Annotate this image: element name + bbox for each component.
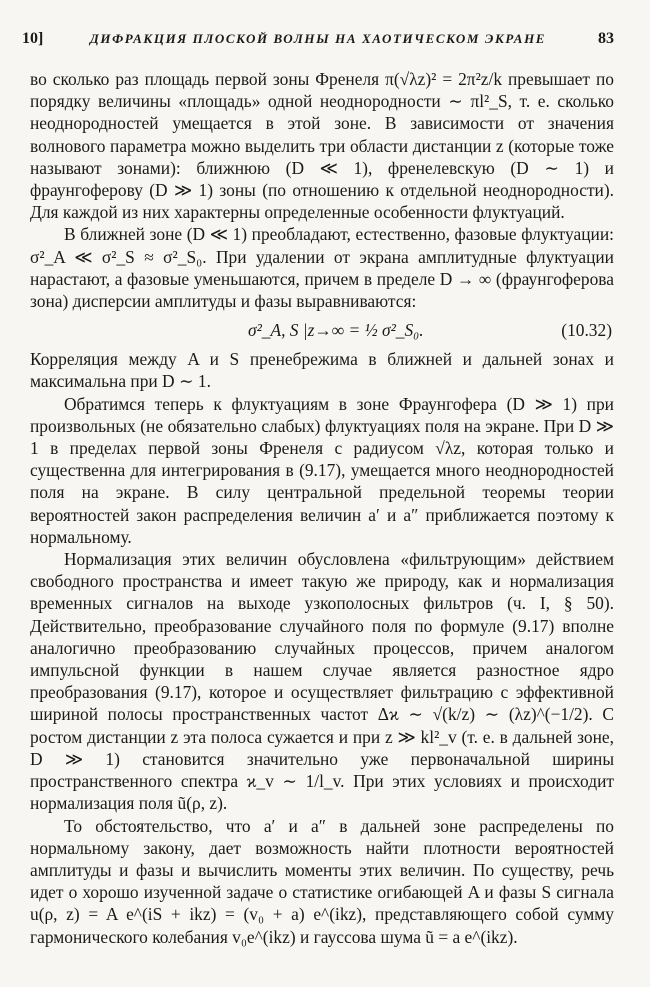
paragraph: В ближней зоне (D ≪ 1) преобладают, естественно, фазовые флуктуации: σ²_A ≪ σ²_S ≈ σ²_S₀. При удалении от экрана амплитудные флуктуации нарастают, а фазовые уменьшаются, причем в пределе D → ∞ (фраунгоферова зона) дисперсии амплитуды и фазы выравниваются: bbox=[30, 224, 614, 312]
paragraph: во сколько раз площадь первой зоны Френеля π(√λz)² = 2π²z/k превышает по порядку величины «площадь» одной неоднородности ∼ πl²_S, т. е. сколько неоднородностей умещается в этой зоне. В зависимости от значения волнового параметра можно выделить три области дистанции z (которые тоже называют зонами): ближнюю (D ≪ 1), френелевскую (D ∼ 1) и фраунгоферову (D ≫ 1) зоны (по отношению к отдельной неоднородности). Для каждой из них характерны определенные особенности флуктуаций. bbox=[30, 69, 614, 223]
equation-10-32 bbox=[30, 315, 614, 345]
paragraph: То обстоятельство, что a′ и a″ в дальней зоне распределены по нормальному закону, дает возможность найти плотности вероятностей амплитуды и фазы и вычислить моменты этих величин. По существу, речь идет о хорошо изученной задаче о статистике огибающей A и фазы S сигнала u(ρ, z) = A e^(iS + ikz) = (v₀ + a) e^(ikz), представляющего собой сумму гармонического колебания v₀e^(ikz) и гауссова шума ũ = a e^(ikz). bbox=[30, 815, 614, 947]
paragraph: Нормализация этих величин обусловлена «фильтрующим» действием свободного пространства и имеет такую же природу, как и нормализация временных сигналов на выходе узкополосных фильтров (ч. I, § 50). Действительно, преобразование случайного поля по формуле (9.17) вполне аналогично преобразованию случайных процессов, причем аналогом импульсной функции в нашем случае является разностное ядро преобразования (9.17), которое и осуществляет фильтрацию с эффективной шириной полосы пространственных частот Δϰ ∼ √(k/z) ∼ (λz)^(−1/2). С ростом дистанции z эта полоса сужается и при z ≫ kl²_v (т. е. в дальней зоне, D ≫ 1) становится значительно уже первоначальной ширины пространственного спектра ϰ_v ∼ 1/l_v. При этих условиях и происходит нормализация поля ũ(ρ, z). bbox=[30, 549, 614, 814]
equation-number: (10.32) bbox=[561, 320, 612, 341]
running-title: ДИФРАКЦИЯ ПЛОСКОЙ ВОЛНЫ НА ХАОТИЧЕСКОМ ЭКРАНЕ bbox=[89, 31, 547, 46]
paragraph: Обратимся теперь к флуктуациям в зоне Фраунгофера (D ≫ 1) при произвольных (не обязательно слабых) флуктуациях поля на экране. При D ≫ 1 в пределах первой зоны Френеля с радиусом √λz, которая только и существенна для интегрирования в (9.17), умещается много неоднородностей поля на экране. В силу центральной предельной теоремы теории вероятностей закон распределения величин a′ и a″ приближается поэтому к нормальному. bbox=[30, 393, 614, 547]
page-body bbox=[30, 68, 614, 948]
equation-expression: σ²_A, S |z→∞ = ½ σ²_S₀. bbox=[248, 320, 424, 341]
running-header bbox=[22, 30, 614, 54]
section-number: 10] bbox=[22, 30, 44, 47]
page-number: 83 bbox=[598, 30, 614, 47]
paragraph: Корреляция между A и S пренебрежима в ближней и дальней зонах и максимальна при D ∼ 1. bbox=[30, 349, 614, 392]
